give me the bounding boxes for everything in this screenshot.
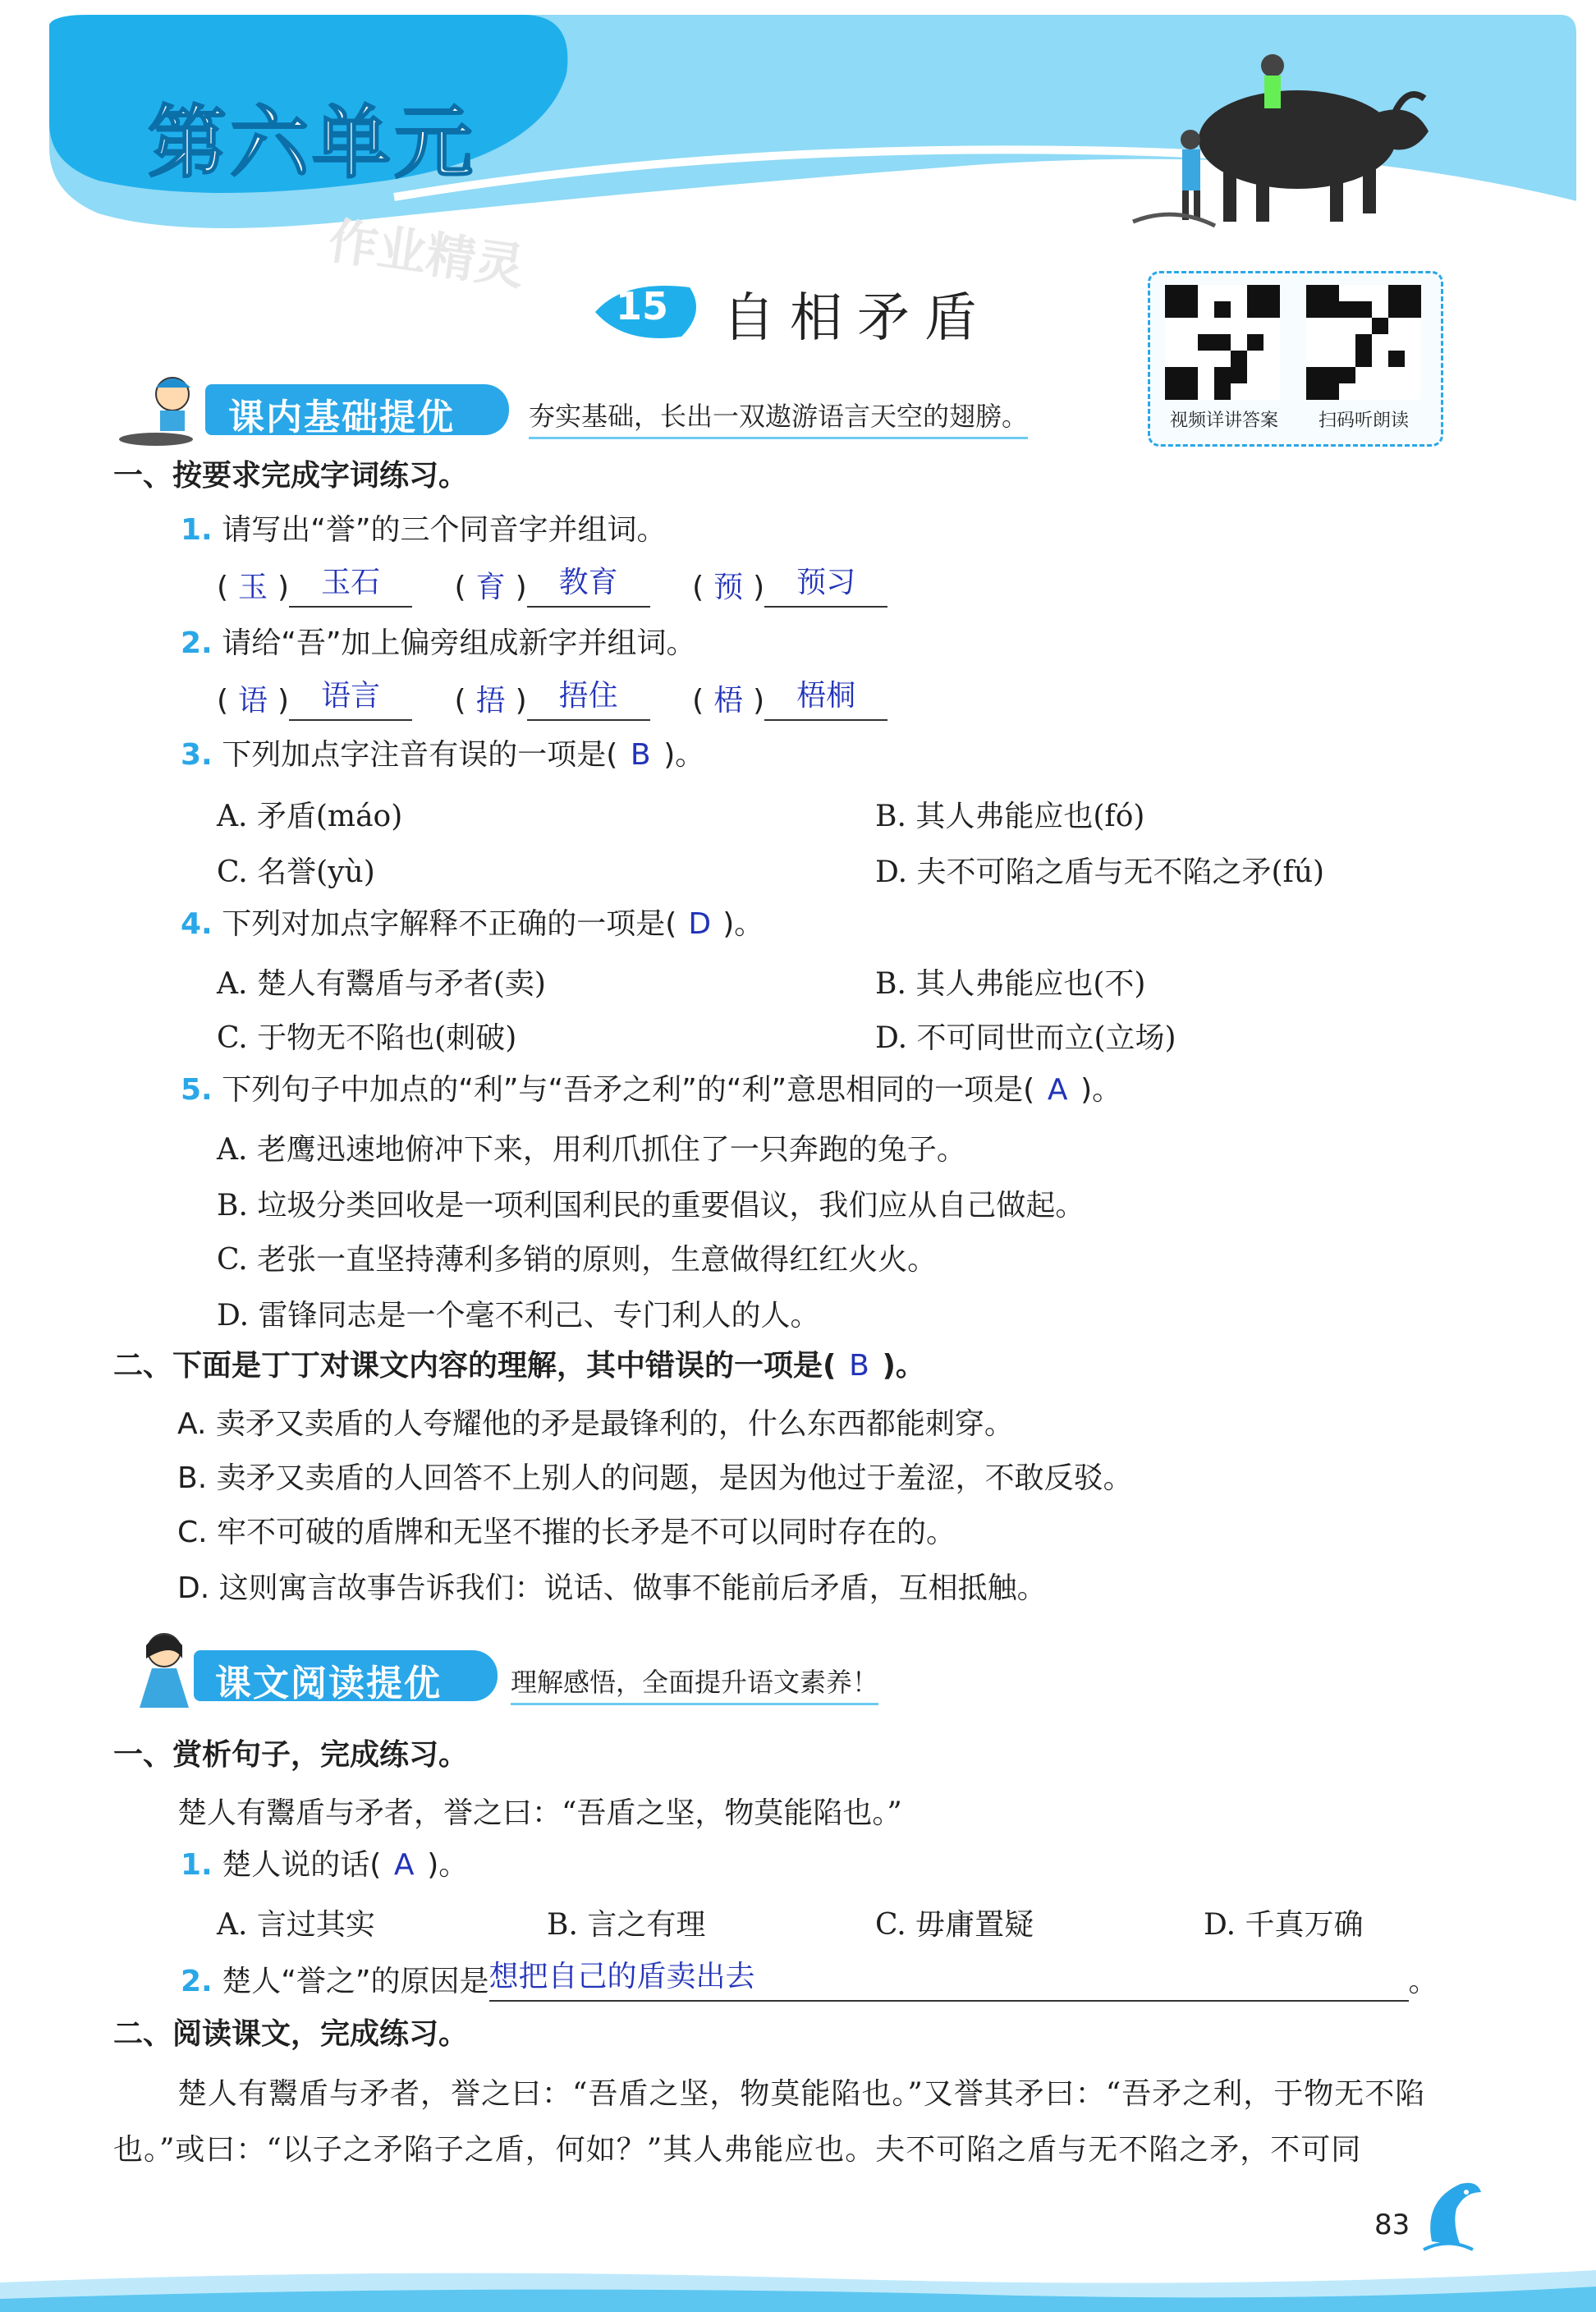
- reading2-heading: 二、阅读课文，完成练习。: [113, 2017, 469, 2051]
- q4-option-c[interactable]: C. 于物无不陷也(刺破): [217, 1021, 517, 1055]
- reading1-q1-option-a[interactable]: A. 言过其实: [217, 1908, 375, 1942]
- q3-option-c[interactable]: C. 名誉(yù): [217, 856, 375, 889]
- q2-word-3[interactable]: 梧桐: [764, 677, 887, 721]
- qr-label-audio: 扫码听朗读: [1318, 411, 1409, 431]
- reading2-line-2: 也。”或曰：“以子之矛陷子之盾，何如？”其人弗能应也。夫不可陷之盾与无不陷之矛，不可同: [113, 2133, 1362, 2167]
- q3-text-before: 下列加点字注音有误的一项是(: [222, 738, 618, 772]
- part2-heading-before: 二、下面是丁丁对课文内容的理解，其中错误的一项是(: [113, 1349, 837, 1383]
- reading1-q1-number: 1.: [181, 1848, 213, 1882]
- q2-word-2[interactable]: 捂住: [527, 677, 650, 721]
- part2-answer[interactable]: B: [849, 1349, 869, 1383]
- reading1-q1-stem: [181, 1846, 468, 1885]
- q3-option-b[interactable]: B. 其人弗能应也(fó): [875, 800, 1145, 833]
- reading1-heading: 一、赏析句子，完成练习。: [113, 1738, 469, 1772]
- reading1-q1-option-c[interactable]: C. 毋庸置疑: [875, 1908, 1034, 1942]
- part2-option-b[interactable]: B. 卖矛又卖盾的人回答不上别人的问题，是因为他过于羞涩，不敢反驳。: [177, 1461, 1133, 1495]
- dolphin-icon: [1415, 2168, 1489, 2258]
- section2-title: 课文阅读提优: [215, 1663, 442, 1704]
- q1-word-3[interactable]: 预习: [764, 563, 887, 608]
- q4-number: 4.: [181, 907, 213, 941]
- q5-text-before: 下列句子中加点的“利”与“吾矛之利”的“利”意思相同的一项是(: [222, 1073, 1035, 1107]
- q1-char-2: 育: [475, 571, 506, 604]
- q2-char-3: 梧: [713, 684, 744, 718]
- reading1-q1-text-after: )。: [427, 1848, 469, 1882]
- q1-answers: ( 玉 ) 玉石 ( 育 ) 教育 ( 预 ) 预习: [217, 563, 887, 608]
- q3-answer[interactable]: B: [630, 738, 651, 772]
- part2-option-c[interactable]: C. 牢不可破的盾牌和无坚不摧的长矛是不可以同时存在的。: [177, 1516, 956, 1549]
- reading1-q2-text: 楚人“誉之”的原因是: [222, 1965, 489, 1998]
- part1-heading: 一、按要求完成字词练习。: [113, 459, 469, 493]
- page-number: 83: [1374, 2209, 1410, 2241]
- reading1-q1-option-d[interactable]: D. 千真万确: [1204, 1908, 1364, 1942]
- reading1-q1-option-b[interactable]: B. 言之有理: [547, 1908, 706, 1942]
- part2-option-d[interactable]: D. 这则寓言故事告诉我们：说话、做事不能前后矛盾，互相抵触。: [177, 1571, 1047, 1605]
- q5-answer[interactable]: A: [1047, 1073, 1068, 1107]
- q3-number: 3.: [181, 738, 213, 772]
- q2-text: 请给“吾”加上偏旁组成新字并组词。: [222, 626, 696, 660]
- q2-number: 2.: [181, 626, 213, 660]
- watermark: 作业精灵: [324, 212, 529, 297]
- q4-option-a[interactable]: A. 楚人有鬻盾与矛者(卖): [217, 967, 546, 1001]
- mascot-girl-icon: [123, 1626, 205, 1716]
- q1-char-1: 玉: [238, 571, 268, 604]
- reading1-q2: [181, 1957, 1438, 2002]
- q3-option-a[interactable]: A. 矛盾(máo): [217, 800, 403, 833]
- q5-option-b[interactable]: B. 垃圾分类回收是一项利国利民的重要倡议，我们应从自己做起。: [217, 1189, 1085, 1223]
- section1-slogan: 夯实基础，长出一双遨游语言天空的翅膀。: [529, 396, 1028, 439]
- q2-stem: [181, 624, 696, 663]
- q2-answers: ( 语 ) 语言 ( 捂 ) 捂住 ( 梧 ) 梧桐: [217, 677, 887, 721]
- section2-slogan: 理解感悟，全面提升语文素养！: [511, 1662, 878, 1705]
- unit-title: 第六单元: [148, 97, 476, 189]
- q4-option-b[interactable]: B. 其人弗能应也(不): [875, 967, 1146, 1001]
- reading1-q2-number: 2.: [181, 1965, 213, 1998]
- qr-code-video-icon[interactable]: [1165, 285, 1280, 400]
- q5-text-after: )。: [1080, 1073, 1122, 1107]
- q5-option-d[interactable]: D. 雷锋同志是一个毫不利己、专门利人的人。: [217, 1299, 820, 1333]
- lesson-title: 自相矛盾: [722, 288, 992, 349]
- q4-text-before: 下列对加点字解释不正确的一项是(: [222, 907, 677, 941]
- q4-text-after: )。: [722, 907, 764, 941]
- lesson-number: 15: [616, 284, 669, 328]
- q2-char-1: 语: [238, 684, 268, 718]
- qr-code-audio-icon[interactable]: [1306, 285, 1421, 400]
- qr-box: [1148, 271, 1443, 447]
- part2-option-a[interactable]: A. 卖矛又卖盾的人夸耀他的矛是最锋利的，什么东西都能刺穿。: [177, 1407, 1014, 1441]
- q5-option-c[interactable]: C. 老张一直坚持薄利多销的原则，生意做得红红火火。: [217, 1243, 938, 1277]
- q5-number: 5.: [181, 1073, 213, 1107]
- reading1-q2-answer[interactable]: 想把自己的盾卖出去: [489, 1957, 1409, 2002]
- reading1-quote: 楚人有鬻盾与矛者，誉之曰：“吾盾之坚，物莫能陷也。”: [177, 1796, 902, 1830]
- qr-label-video: 视频详讲答案: [1169, 411, 1278, 431]
- q1-number: 1.: [181, 513, 213, 547]
- reading1-q1-text-before: 楚人说的话(: [222, 1848, 382, 1882]
- ox-illustration: [1125, 41, 1437, 230]
- q1-word-1[interactable]: 玉石: [289, 563, 412, 608]
- q3-stem: [181, 736, 704, 775]
- q2-char-2: 捂: [475, 684, 506, 718]
- reading1-q2-end: 。: [1408, 1965, 1438, 1998]
- q4-option-d[interactable]: D. 不可同世而立(立场): [875, 1021, 1176, 1055]
- q1-stem: [181, 511, 667, 550]
- q2-word-1[interactable]: 语言: [289, 677, 412, 721]
- reading1-q1-answer[interactable]: A: [393, 1848, 415, 1882]
- reading2-line-1: 楚人有鬻盾与矛者，誉之曰：“吾盾之坚，物莫能陷也。”又誉其矛曰：“吾矛之利，于物无不陷: [177, 2077, 1426, 2111]
- section1-title: 课内基础提优: [228, 397, 455, 438]
- part2-heading-after: )。: [882, 1349, 925, 1383]
- q1-word-2[interactable]: 教育: [527, 563, 650, 608]
- q4-answer[interactable]: D: [688, 907, 712, 941]
- q4-stem: [181, 905, 764, 944]
- footer-wave: [0, 2233, 1596, 2312]
- q3-text-after: )。: [663, 738, 705, 772]
- q1-text: 请写出“誉”的三个同音字并组词。: [222, 513, 667, 547]
- q5-option-a[interactable]: A. 老鹰迅速地俯冲下来，用利爪抓住了一只奔跑的兔子。: [217, 1133, 966, 1167]
- q5-stem: [181, 1071, 1121, 1110]
- q3-option-d[interactable]: D. 夫不可陷之盾与无不陷之矛(fú): [875, 856, 1325, 889]
- part2-heading: [113, 1346, 925, 1386]
- mascot-skateboard-icon: [115, 369, 205, 452]
- q1-char-3: 预: [713, 571, 744, 604]
